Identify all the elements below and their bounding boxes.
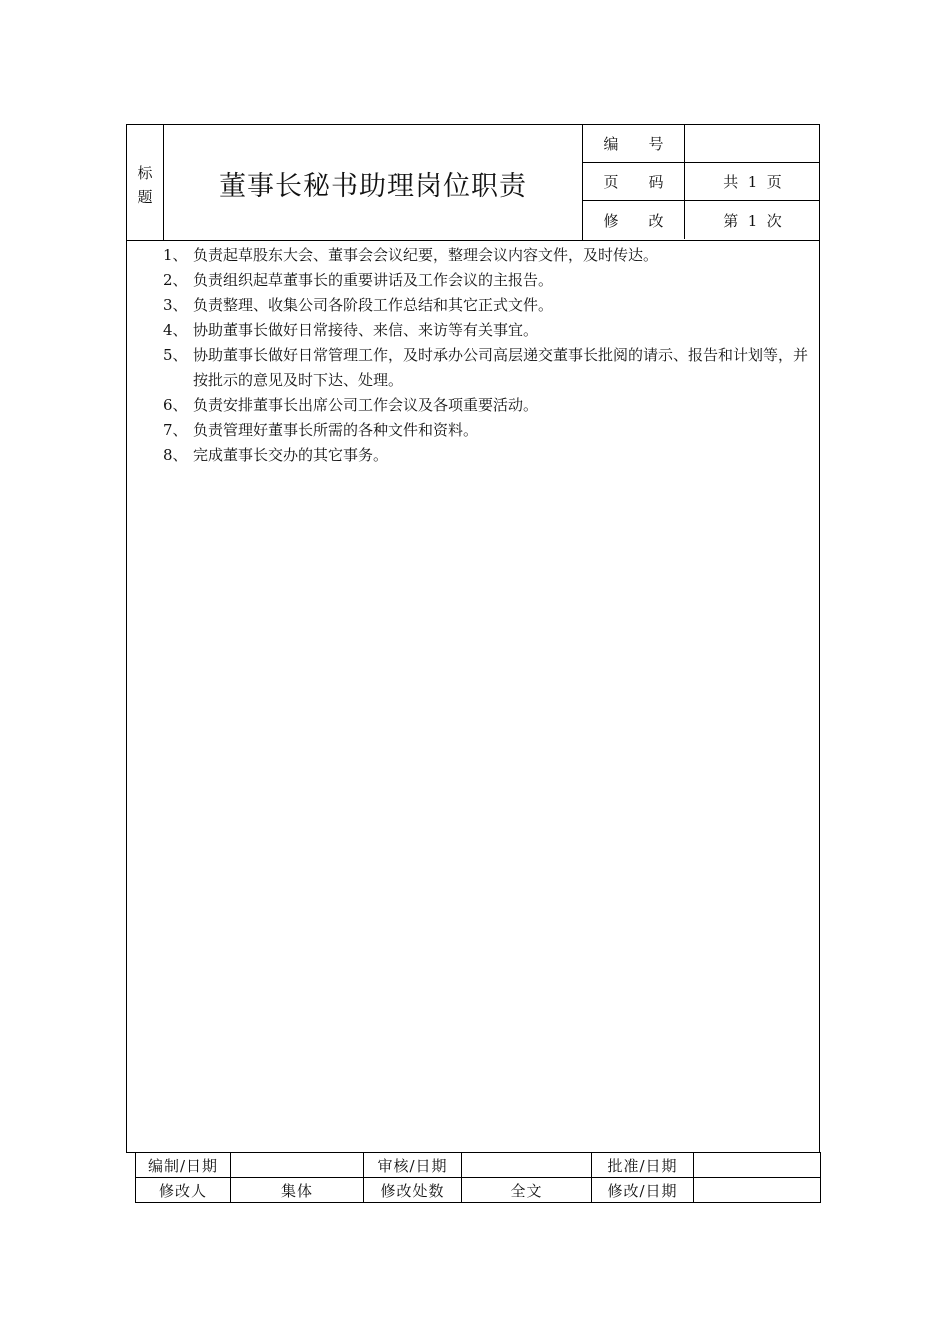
duty-list	[163, 243, 813, 468]
duty-item	[163, 418, 813, 443]
duty-number: 2、	[163, 271, 188, 289]
meta-key: 页 码	[583, 163, 685, 200]
approved-date-value	[694, 1153, 821, 1178]
duty-item	[163, 443, 813, 468]
header-divider	[127, 240, 819, 241]
duty-item	[163, 393, 813, 418]
document-title: 董事长秘书助理岗位职责	[219, 171, 527, 202]
revision-count-value: 全文	[462, 1178, 592, 1203]
duty-item	[163, 318, 813, 343]
meta-value	[685, 125, 820, 162]
reviewed-date-value	[462, 1153, 592, 1178]
meta-key: 编 号	[583, 125, 685, 162]
duty-text: 完成董事长交办的其它事务。	[193, 446, 389, 464]
duty-text: 负责组织起草董事长的重要讲话及工作会议的主报告。	[193, 271, 554, 289]
duty-text: 协助董事长做好日常接待、来信、来访等有关事宜。	[193, 321, 539, 339]
duty-text: 负责安排董事长出席公司工作会议及各项重要活动。	[193, 396, 539, 414]
title-cell	[164, 125, 583, 240]
revision-date-label: 修改/日期	[592, 1178, 694, 1203]
compiled-date-label: 编制/日期	[136, 1153, 231, 1178]
duty-number: 3、	[163, 296, 188, 314]
signoff-table	[135, 1152, 821, 1203]
duty-item	[163, 343, 813, 393]
signoff-row	[136, 1153, 821, 1178]
header-label-cell	[127, 125, 164, 240]
revision-count-label: 修改处数	[364, 1178, 462, 1203]
duty-text: 协助董事长做好日常管理工作，及时承办公司高层递交董事长批阅的请示、报告和计划等，并按批示的意见及时下达、处理。	[193, 346, 809, 389]
meta-row-pages	[583, 163, 820, 201]
reviser-label: 修改人	[136, 1178, 231, 1203]
meta-value: 第 1 次	[723, 211, 782, 230]
document-frame	[126, 124, 820, 1153]
duty-number: 5、	[163, 346, 188, 364]
compiled-date-value	[231, 1153, 364, 1178]
meta-value: 共 1 页	[723, 173, 782, 191]
duty-number: 7、	[163, 421, 188, 439]
duty-item	[163, 268, 813, 293]
header-label-char: 标	[137, 164, 153, 182]
duty-number: 6、	[163, 396, 188, 414]
approved-date-label: 批准/日期	[592, 1153, 694, 1178]
duty-number: 8、	[163, 446, 188, 464]
header-label-char: 题	[137, 188, 153, 206]
meta-row-number	[583, 125, 820, 163]
meta-key: 修 改	[583, 201, 685, 239]
reviewed-date-label: 审核/日期	[364, 1153, 462, 1178]
duty-number: 1、	[163, 246, 188, 264]
duty-item	[163, 243, 813, 268]
duty-text: 负责起草股东大会、董事会会议纪要，整理会议内容文件，及时传达。	[193, 246, 659, 264]
revision-row	[136, 1178, 821, 1203]
meta-row-revision	[583, 201, 820, 239]
duty-number: 4、	[163, 321, 188, 339]
revision-date-value	[694, 1178, 821, 1203]
duty-text: 负责管理好董事长所需的各种文件和资料。	[193, 421, 479, 439]
duty-text: 负责整理、收集公司各阶段工作总结和其它正式文件。	[193, 296, 554, 314]
reviser-value: 集体	[231, 1178, 364, 1203]
duty-item	[163, 293, 813, 318]
